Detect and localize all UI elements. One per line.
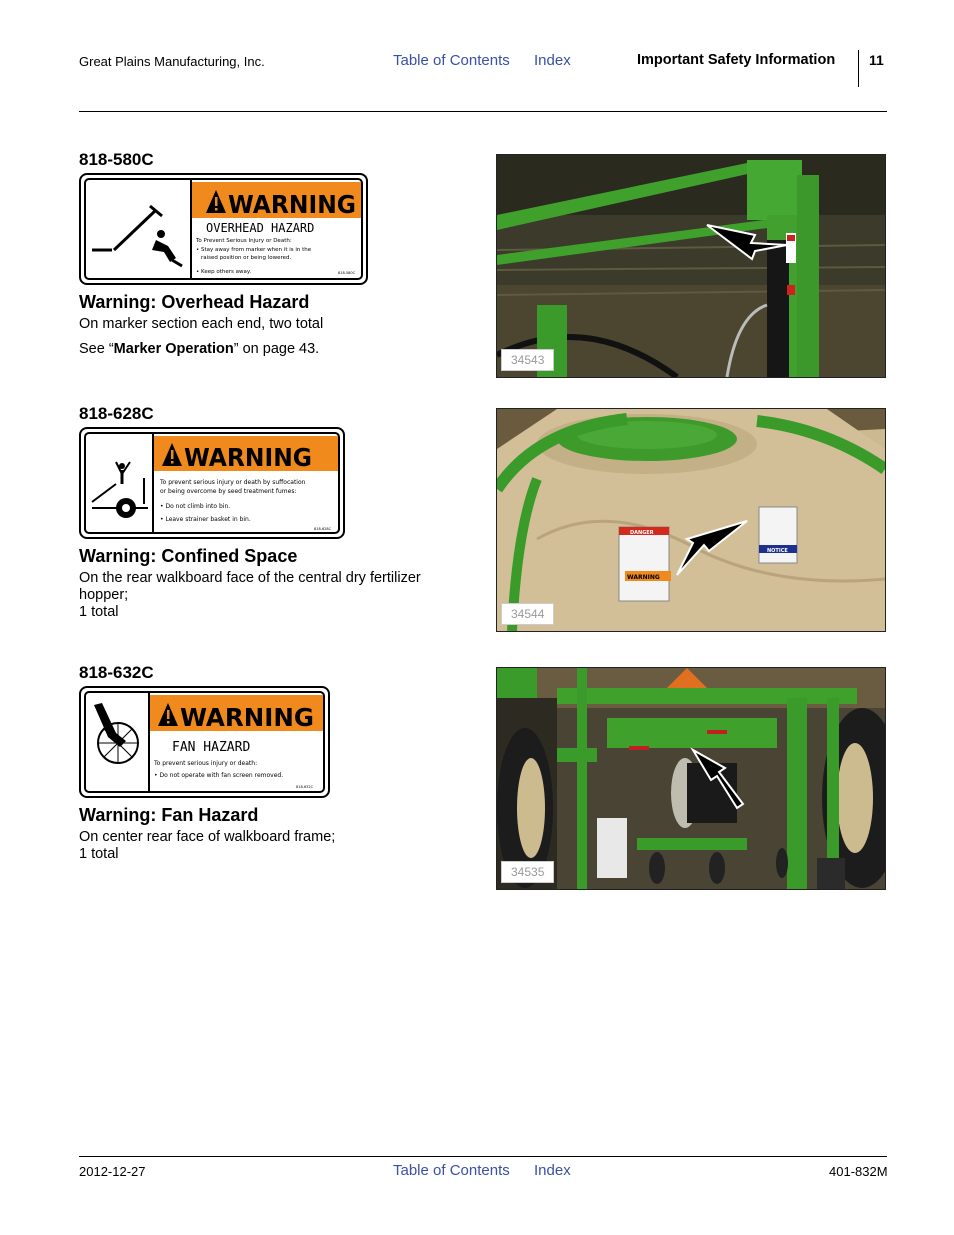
fan-hazard-pictogram	[86, 693, 325, 793]
footer-rule	[79, 1156, 887, 1157]
svg-text:818-628C: 818-628C	[314, 527, 332, 531]
decal-title-fan: Warning: Fan Hazard	[79, 805, 259, 825]
cross-reference-link[interactable]: Marker Operation	[113, 341, 234, 357]
svg-text:818-580C: 818-580C	[338, 271, 356, 275]
svg-text:To Prevent Serious Injury or D: To Prevent Serious Injury or Death:	[196, 238, 292, 244]
warning-label-fan	[79, 686, 330, 798]
svg-text:• Stay away from marker when i: • Stay away from marker when it is in the	[196, 247, 312, 253]
confined-space-pictogram	[86, 434, 340, 534]
overhead-hazard-pictogram	[86, 180, 363, 280]
photo-number-label: 34535	[501, 861, 554, 883]
decal-count-fan: 1 total	[79, 846, 119, 862]
decal-location-confined-2: hopper;	[79, 587, 129, 603]
svg-text:• Do not operate with fan scre: • Do not operate with fan screen removed.	[154, 772, 284, 779]
svg-text:NOTICE: NOTICE	[767, 548, 788, 554]
marker-photo-image	[497, 155, 885, 377]
decal-see-reference: See “Marker Operation” on page 43.	[79, 341, 320, 357]
decal-location-confined-1: On the rear walkboard face of the central dry fertilizer	[79, 570, 421, 586]
page-number: 11	[869, 52, 884, 68]
svg-text:WARNING: WARNING	[627, 574, 660, 581]
photo-number-label: 34543	[501, 349, 554, 371]
svg-text:To prevent serious injury or d: To prevent serious injury or death:	[154, 760, 258, 767]
svg-text:or being overcome by seed trea: or being overcome by seed treatment fumes:	[160, 488, 297, 495]
svg-text:raised position or being lower: raised position or being lowered.	[201, 255, 292, 261]
company-name: Great Plains Manufacturing, Inc.	[79, 54, 265, 69]
svg-text:• Do not climb into bin.: • Do not climb into bin.	[160, 503, 231, 510]
photo-walkboard-frame	[496, 667, 886, 890]
decal-id-632c: 818-632C	[79, 663, 154, 682]
footer-toc-link[interactable]: Table of Contents	[393, 1162, 510, 1179]
label-hazard: OVERHEAD HAZARD	[206, 221, 315, 235]
decal-id-628c: 818-628C	[79, 404, 154, 423]
walkboard-photo-image	[497, 668, 885, 889]
footer-doc-number: 401-832M	[829, 1164, 888, 1179]
photo-fertilizer-hopper	[496, 408, 886, 632]
decal-title-confined: Warning: Confined Space	[79, 546, 298, 566]
hopper-photo-image	[497, 409, 885, 631]
header-toc-link[interactable]: Table of Contents	[393, 52, 510, 69]
decal-title-overhead: Warning: Overhead Hazard	[79, 292, 310, 312]
decal-id-580c: 818-580C	[79, 150, 154, 169]
warning-label-overhead	[79, 173, 368, 285]
svg-text:• Keep others away.: • Keep others away.	[196, 269, 252, 275]
label-signal-word: WARNING	[184, 443, 312, 472]
svg-text:To prevent serious injury or d: To prevent serious injury or death by suffocation	[160, 479, 306, 486]
header-divider	[858, 50, 859, 87]
label-hazard: FAN HAZARD	[172, 740, 251, 755]
photo-marker-section	[496, 154, 886, 378]
warning-label-confined	[79, 427, 345, 539]
photo-number-label: 34544	[501, 603, 554, 625]
svg-text:• Leave strainer basket in bin: • Leave strainer basket in bin.	[160, 516, 251, 523]
decal-location-fan: On center rear face of walkboard frame;	[79, 829, 336, 845]
label-signal-word: WARNING	[228, 190, 356, 219]
label-signal-word: WARNING	[180, 703, 314, 732]
footer-index-link[interactable]: Index	[534, 1162, 571, 1179]
header-index-link[interactable]: Index	[534, 52, 571, 69]
section-title: Important Safety Information	[637, 52, 836, 68]
header-rule	[79, 111, 887, 112]
svg-text:818-632C: 818-632C	[296, 785, 314, 789]
footer-date: 2012-12-27	[79, 1164, 146, 1179]
decal-location-overhead: On marker section each end, two total	[79, 316, 324, 332]
svg-text:DANGER: DANGER	[630, 530, 654, 536]
decal-count-confined: 1 total	[79, 604, 119, 620]
